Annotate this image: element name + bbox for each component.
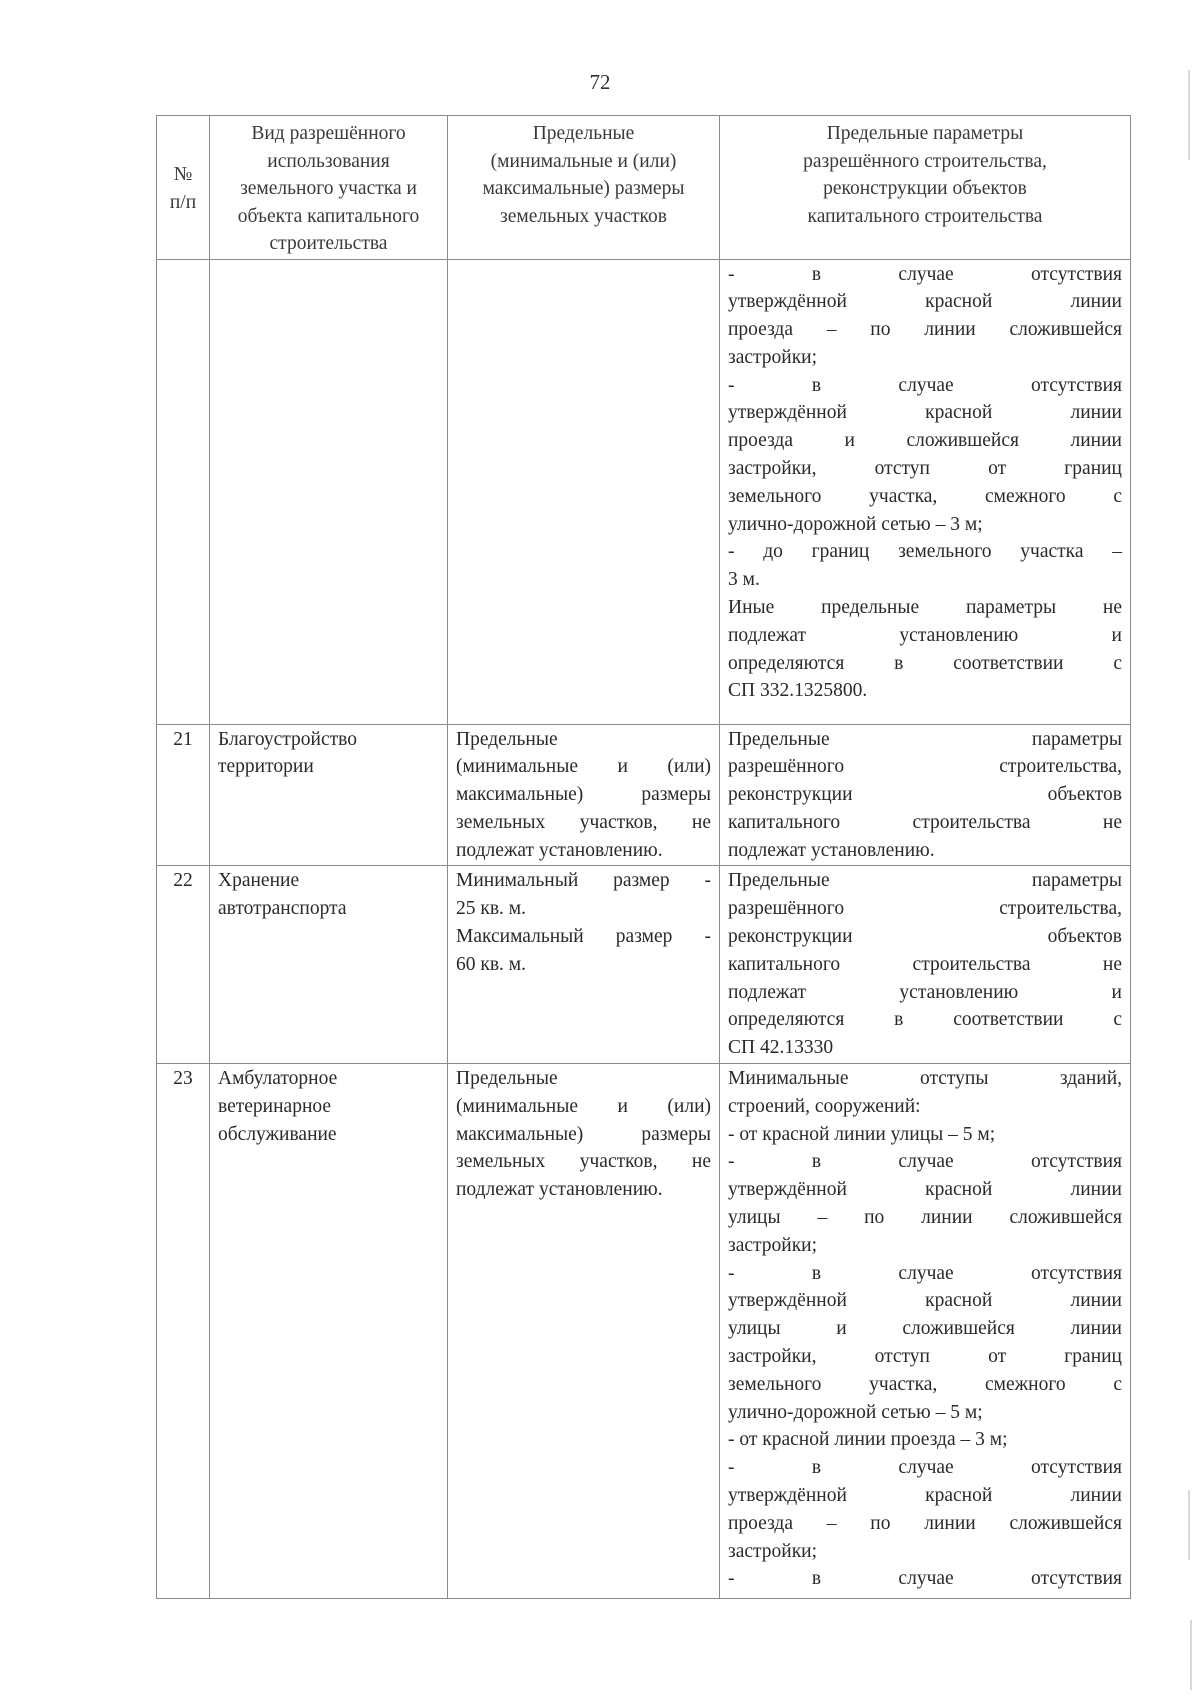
row-params-cell: Предельные параметры разрешённого строительства, реконструкции объектов капитального строительства не подлежат установлению и определяются в соответствии с СП 42.13330	[720, 866, 1131, 1064]
header-size: Предельные (минимальные и (или) максимальные) размеры земельных участков	[448, 116, 720, 260]
page-number: 72	[589, 70, 611, 94]
row-num-cell	[157, 259, 210, 724]
row-size-cell: Предельные (минимальные и (или) максимальные) размеры земельных участков, не подлежат установлению.	[448, 724, 720, 866]
scan-margin-mark	[1188, 70, 1190, 160]
row-size-cell	[448, 259, 720, 724]
row-size-cell: Минимальный размер - 25 кв. м. Максимальный размер - 60 кв. м.	[448, 866, 720, 1064]
row-num-cell: 23	[157, 1064, 210, 1599]
header-kind: Вид разрешённого использования земельного участка и объекта капитального строительства	[210, 116, 448, 260]
table-row	[157, 259, 1131, 724]
scan-margin-mark	[1190, 1620, 1192, 1690]
table-row	[157, 724, 1131, 866]
row-num-cell: 22	[157, 866, 210, 1064]
table-row	[157, 866, 1131, 1064]
row-kind-cell: Благоустройство территории	[210, 724, 448, 866]
row-num-cell: 21	[157, 724, 210, 866]
header-params: Предельные параметры разрешённого строительства, реконструкции объектов капитального строительства	[720, 116, 1131, 260]
header-num: № п/п	[157, 116, 210, 260]
scan-margin-mark	[1188, 1490, 1190, 1560]
row-params-cell: Предельные параметры разрешённого строительства, реконструкции объектов капитального строительства не подлежат установлению.	[720, 724, 1131, 866]
row-params-cell: - в случае отсутствия утверждённой красной линии проезда – по линии сложившейся застройки; - в случае отсутствия утверждённой красной линии проезда и сложившейся линии застройки, отступ от границ земельного участка, смежного с улично-дорожной сетью – 3 м; - до границ земельного участка – 3 м. Иные предельные параметры не подлежат установлению и определяются в соответствии с СП 332.1325800.	[720, 259, 1131, 724]
row-kind-cell: Хранение автотранспорта	[210, 866, 448, 1064]
row-kind-cell	[210, 259, 448, 724]
row-params-cell: Минимальные отступы зданий, строений, сооружений: - от красной линии улицы – 5 м; - в случае отсутствия утверждённой красной линии улицы – по линии сложившейся застройки; - в случае отсутствия утверждённой красной линии улицы и сложившейся линии застройки, отступ от границ земельного участка, смежного с улично-дорожной сетью – 5 м; - от красной линии проезда – 3 м; - в случае отсутствия утверждённой красной линии проезда – по линии сложившейся застройки; - в случае отсутствия	[720, 1064, 1131, 1599]
row-kind-cell: Амбулаторное ветеринарное обслуживание	[210, 1064, 448, 1599]
row-size-cell: Предельные (минимальные и (или) максимальные) размеры земельных участков, не подлежат установлению.	[448, 1064, 720, 1599]
land-use-table	[156, 115, 1131, 1599]
table-header-row	[157, 116, 1131, 260]
table-row	[157, 1064, 1131, 1599]
